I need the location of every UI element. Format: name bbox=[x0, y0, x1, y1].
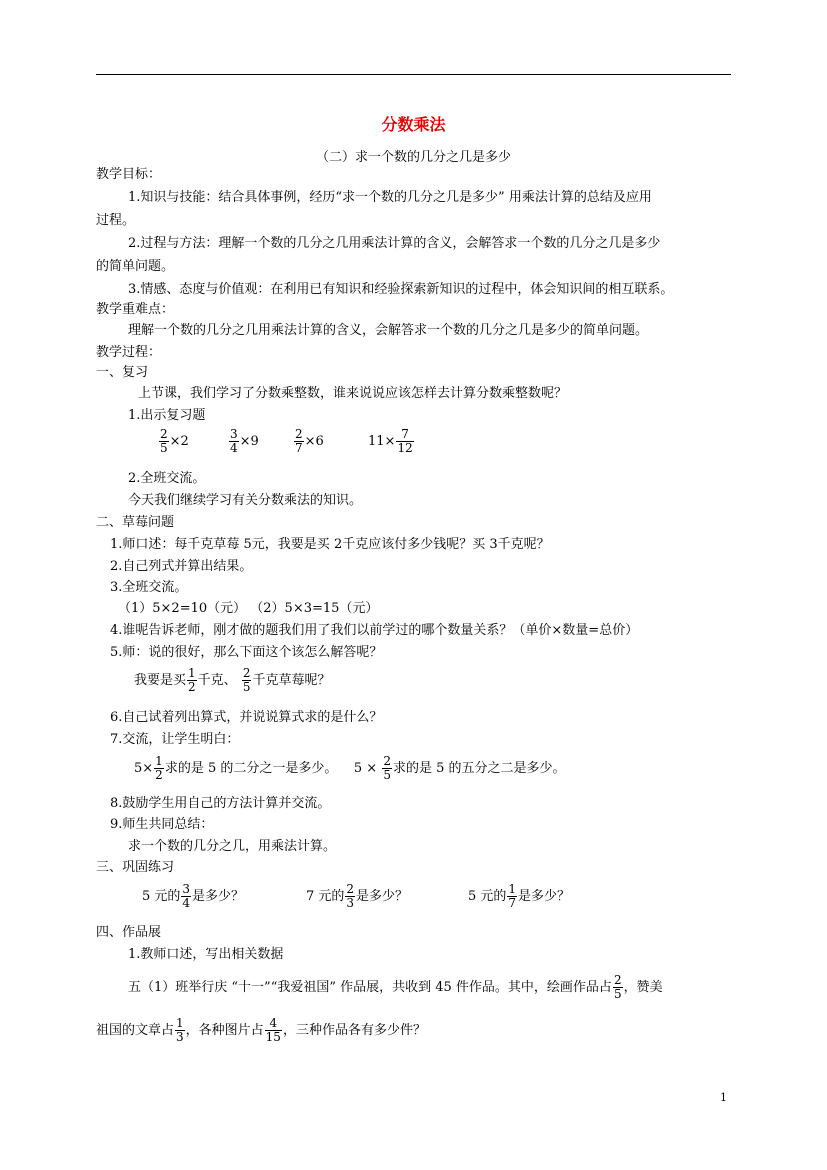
header-rule bbox=[96, 74, 731, 75]
fraction: $\frac{2}{3}$ bbox=[346, 882, 355, 910]
practice-3: 5 元的 $\frac{1}{7}$ 是多少？ bbox=[468, 882, 571, 910]
review-expression-2: $\frac{3}{4}$ ×9 bbox=[230, 427, 259, 455]
fraction: $\frac{1}{7}$ bbox=[508, 882, 517, 910]
fraction: $\frac{2}{7}$ bbox=[295, 427, 303, 455]
fraction: $\frac{4}{15}$ bbox=[265, 1016, 281, 1044]
section-2-item-3: 3.全班交流。 bbox=[110, 580, 188, 595]
goal-1-line-b: 过程。 bbox=[96, 213, 136, 228]
key-heading: 教学重难点： bbox=[96, 302, 175, 317]
section-1-item-2: 2.全班交流。 bbox=[128, 471, 206, 486]
goal-3: 3.情感、态度与价值观：在利用已有知识和经验探索新知识的过程中，体会知识间的相互联系。 bbox=[128, 282, 674, 297]
section-2-item-4: 4.谁呢告诉老师，刚才做的题我们用了我们以前学过的哪个数量关系？（单价×数量=总价） bbox=[110, 623, 639, 638]
fraction: $\frac{7}{12}$ bbox=[397, 427, 413, 455]
section-2-item-3-answers: （1）5×2=10（元） （2）5×3=15（元） bbox=[118, 601, 379, 616]
fraction: $\frac{2}{5}$ bbox=[613, 973, 622, 1001]
page-number: 1 bbox=[720, 1091, 727, 1104]
section-2-item-2: 2.自己列式并算出结果。 bbox=[110, 559, 253, 574]
process-heading: 教学过程： bbox=[96, 345, 162, 360]
meaning-line: 5× $\frac{1}{2}$ 求的是 5 的二分之一是多少。 5 × $\frac{2}{5}$ 求的是 5 的五分之二是多少。 bbox=[134, 754, 566, 782]
section-2-heading: 二、草莓问题 bbox=[96, 515, 175, 530]
buy-strawberry-line: 我要是买 $\frac{1}{2}$ 千克、 $\frac{2}{5}$ 千克草莓呢？ bbox=[134, 666, 331, 694]
fraction: $\frac{3}{4}$ bbox=[230, 427, 238, 455]
section-2-item-6: 6.自己试着列出算式，并说说算式求的是什么？ bbox=[110, 710, 383, 725]
section-4-heading: 四、作品展 bbox=[96, 925, 162, 940]
page-title: 分数乘法 bbox=[381, 115, 446, 134]
fraction: $\frac{1}{2}$ bbox=[188, 666, 196, 694]
fraction: $\frac{1}{3}$ bbox=[176, 1016, 184, 1044]
page-subtitle: （二）求一个数的几分之几是多少 bbox=[315, 150, 511, 165]
section-2-item-9: 9.师生共同总结： bbox=[110, 817, 214, 832]
section-1-intro: 上节课，我们学习了分数乘整数，谁来说说应该怎样去计算分数乘整数呢？ bbox=[138, 386, 568, 401]
key-text: 理解一个数的几分之几用乘法计算的含义，会解答求一个数的几分之几是多少的简单问题。 bbox=[128, 323, 649, 338]
section-4-item-1: 1.教师口述，写出相关数据 bbox=[128, 947, 284, 962]
fraction: $\frac{3}{4}$ bbox=[182, 882, 191, 910]
goal-2-line-b: 的简单问题。 bbox=[96, 259, 175, 274]
goals-heading: 教学目标： bbox=[96, 167, 162, 182]
review-expression-1: $\frac{2}{5}$ ×2 bbox=[160, 427, 189, 455]
section-1-item-3: 今天我们继续学习有关分数乘法的知识。 bbox=[128, 493, 363, 508]
section-2-item-8: 8.鼓励学生用自己的方法计算并交流。 bbox=[110, 796, 331, 811]
fraction: $\frac{1}{2}$ bbox=[155, 754, 163, 782]
fraction: $\frac{2}{5}$ bbox=[383, 754, 391, 782]
goal-2-line-a: 2.过程与方法：理解一个数的几分之几用乘法计算的含义，会解答求一个数的几分之几是多少 bbox=[128, 236, 661, 251]
section-2-item-5: 5.师：说的很好，那么下面这个该怎么解答呢？ bbox=[110, 645, 383, 660]
problem-line-1: 五（1）班举行庆 “十一”“我爱祖国” 作品展，共收到 45 件作品。其中，绘画作品占 $\frac{2}{5}$ ，赞美 bbox=[128, 973, 663, 1001]
section-1-item-1: 1.出示复习题 bbox=[128, 408, 206, 423]
practice-1: 5 元的 $\frac{3}{4}$ 是多少？ bbox=[142, 882, 245, 910]
fraction: $\frac{2}{5}$ bbox=[160, 427, 168, 455]
section-2-summary: 求一个数的几分之几，用乘法计算。 bbox=[128, 839, 337, 854]
section-1-heading: 一、复习 bbox=[96, 365, 149, 380]
section-2-item-1: 1.师口述：每千克草莓 5元，我要是买 2千克应该付多少钱呢？买 3千克呢？ bbox=[110, 537, 550, 552]
practice-2: 7 元的 $\frac{2}{3}$ 是多少？ bbox=[306, 882, 409, 910]
section-2-item-7: 7.交流，让学生明白： bbox=[110, 732, 240, 747]
goal-1-line-a: 1.知识与技能：结合具体事例，经历“求一个数的几分之几是多少” 用乘法计算的总结及应用 bbox=[128, 190, 652, 205]
problem-line-2: 祖国的文章占 $\frac{1}{3}$ ，各种图片占 $\frac{4}{15}$ ，三种作品各有多少件？ bbox=[96, 1016, 426, 1044]
section-3-heading: 三、巩固练习 bbox=[96, 860, 175, 875]
review-expression-4: 11× $\frac{7}{12}$ bbox=[368, 427, 413, 455]
review-expression-3: $\frac{2}{7}$ ×6 bbox=[295, 427, 324, 455]
fraction: $\frac{2}{5}$ bbox=[242, 666, 251, 694]
